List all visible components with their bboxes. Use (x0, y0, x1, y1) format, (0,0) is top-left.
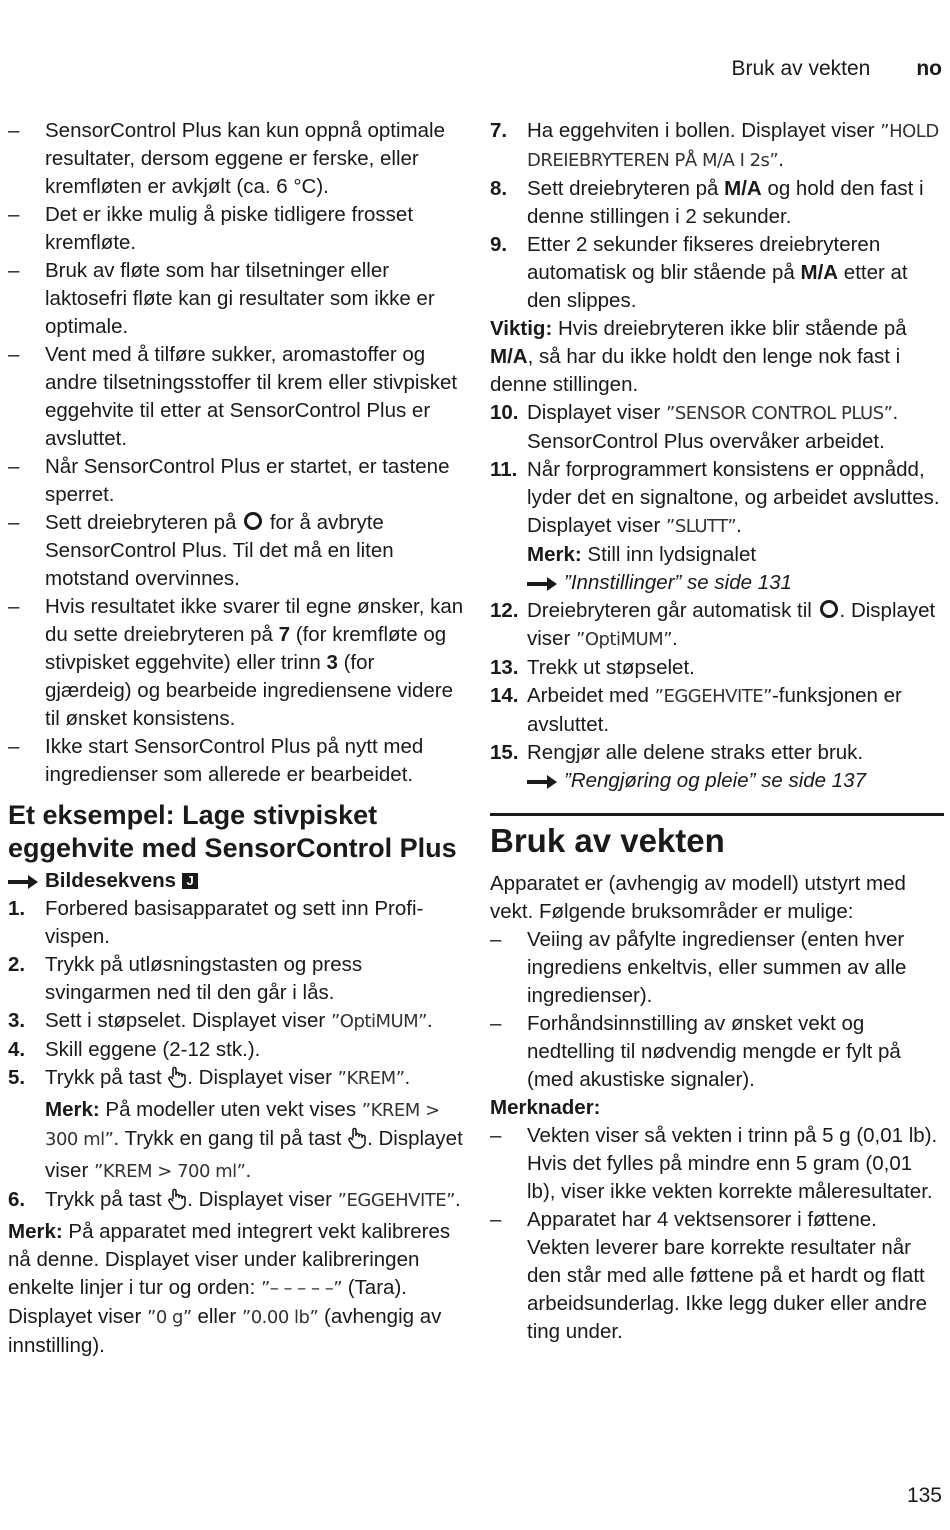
list-item-text: Veiing av påfylte ingredienser (enten hver ingrediens enkeltvis, eller summen av alle ingredienser). (527, 928, 907, 1007)
sequence-label: Bildesekvens (45, 869, 177, 892)
list-item-text: Når SensorControl Plus er startet, er tastene sperret. (45, 455, 450, 506)
display-text: ”KREM > 700 ml” (94, 1161, 246, 1182)
step-item (490, 456, 944, 541)
list-item-text: Forhåndsinnstilling av ønsket vekt og nedtelling til nødvendig mengde er fylt på (med akustiske signaler). (527, 1012, 901, 1091)
display-text: ”EGGEHVITE” (654, 686, 772, 707)
step-item (490, 231, 944, 315)
notes-title: Merknader: (490, 1096, 601, 1119)
step-number: 5. (8, 1066, 26, 1089)
step-number: 2. (8, 953, 26, 976)
text-run: . (427, 1009, 433, 1032)
dash-mark: – (8, 119, 20, 142)
text-run: Trykk på tast (45, 1066, 162, 1089)
step-number: 4. (8, 1038, 26, 1061)
text-run: Displayet viser (527, 401, 661, 424)
dash-mark: – (8, 203, 20, 226)
calibration-note (8, 1218, 464, 1360)
list-item-text: Det er ikke mulig å piske tidligere frosset kremfløte. (45, 203, 414, 254)
dash-mark: – (490, 928, 502, 951)
step-item (490, 117, 944, 175)
text-run: Sett dreiebryteren på (527, 177, 719, 200)
sequence-tag: J (182, 873, 198, 889)
sensor-key-icon (167, 1188, 187, 1218)
step-number: 1. (8, 897, 26, 920)
step-item (8, 1064, 464, 1096)
note-label: Merk: (527, 543, 582, 566)
step-number: 9. (490, 233, 508, 256)
dash-mark: – (8, 343, 20, 366)
step-item (8, 1007, 464, 1036)
text-run: . (245, 1159, 252, 1182)
step-text (45, 1064, 464, 1096)
list-item-text (45, 509, 464, 593)
list-item (490, 1206, 944, 1346)
text-run: og hold den fast i denne stillingen i 2 sekunder. (527, 177, 924, 228)
text-run: . (404, 1066, 411, 1089)
list-item-text: SensorControl Plus kan kun oppnå optimale resultater, dersom eggene er ferske, eller kremfløten er avkjølt (ca. 6 °C). (45, 119, 445, 198)
step-number: 8. (490, 177, 508, 200)
header-title: Bruk av vekten (731, 57, 871, 80)
list-item (8, 201, 464, 257)
step-item (8, 1036, 464, 1064)
text-run: Still inn lydsignalet (587, 543, 757, 566)
list-item-text: Bruk av fløte som har tilsetninger eller laktosefri fløte kan gi resultater som ikke er optimale. (45, 259, 435, 338)
text-run: -funksjonen er avsluttet. (527, 684, 902, 736)
text-run: (avhengig av innstilling). (8, 1305, 442, 1357)
text-run: (for kremfløte og stivpisket eggehvite) eller trinn (45, 623, 447, 674)
step-number: 10. (490, 401, 519, 424)
text-run: (for gjærdeig) og bearbeide ingrediensene videre til ønsket konsistens. (45, 651, 453, 730)
display-text: ”HOLD DREIEBRYTEREN PÅ M/A I 2s” (527, 121, 939, 171)
step-item (8, 951, 464, 1007)
step-number: 11. (490, 458, 518, 481)
image-sequence-ref (8, 867, 464, 895)
switch-position: M/A (490, 345, 528, 368)
list-item-text: Vekten viser så vekten i trinn på 5 g (0,01 lb). Hvis det fylles på mindre enn 5 gram (0,01 lb), viser ikke vekten korrekte måleresultater. (527, 1124, 938, 1203)
step-item (490, 399, 944, 456)
text-run: Etter 2 sekunder fikseres dreiebryteren automatisk og blir stående på (527, 233, 881, 284)
step-number: 13. (490, 656, 519, 679)
step-text: Trekk ut støpselet. (527, 656, 695, 679)
display-text: ”– – – – –” (260, 1278, 343, 1299)
display-text: ”0.00 lb” (241, 1307, 319, 1328)
display-text: ”SENSOR CONTROL PLUS” (666, 403, 893, 424)
note-label: Viktig: (490, 317, 553, 340)
display-text: ”KREM > 300 ml” (45, 1100, 440, 1150)
step-text: Forbered basisapparatet og sett inn Profi-vispen. (45, 897, 424, 948)
important-note (490, 315, 944, 399)
note-label: Merk: (45, 1098, 100, 1121)
page-number: 135 (906, 1484, 942, 1507)
step-text (527, 597, 944, 654)
text-run: Dreiebryteren går automatisk til (527, 599, 812, 622)
text-run: . Trykk en gang til på tast (113, 1127, 342, 1150)
text-run: . Displayet viser (45, 1127, 463, 1182)
display-text: ”OptiMUM” (330, 1011, 428, 1032)
step-note (527, 541, 944, 569)
language-code: no (916, 57, 942, 80)
cross-reference[interactable] (527, 767, 944, 795)
step-number: 12. (490, 599, 519, 622)
list-item-text: Apparatet har 4 vektsensorer i føttene. Vekten leverer bare korrekte resultater når den står med alle føttene på et hardt og flatt arbeidsunderlag. Ikke legg duker eller andre ting under. (527, 1208, 928, 1343)
text-run: Arbeidet med (527, 684, 649, 707)
step-item (490, 175, 944, 231)
list-item-text (45, 593, 464, 733)
list-item (8, 257, 464, 341)
step-text (527, 399, 944, 456)
text-run: . Displayet viser (527, 599, 936, 650)
list-item (490, 1010, 944, 1094)
dash-mark: – (490, 1124, 502, 1147)
text-run: Sett i støpselet. Displayet viser (45, 1009, 326, 1032)
list-item (8, 117, 464, 201)
text-run: . (455, 1188, 461, 1211)
right-column (490, 117, 944, 1346)
text-run: eller (197, 1305, 237, 1328)
list-item (490, 926, 944, 1010)
dash-mark: – (490, 1012, 502, 1035)
switch-position: M/A (800, 261, 839, 284)
text-run: . Displayet viser (187, 1188, 332, 1211)
cross-reference[interactable] (527, 569, 944, 597)
arrow-right-icon (8, 867, 45, 895)
list-item (8, 593, 464, 733)
text-run: Sett dreiebryteren på (45, 511, 237, 534)
step-number: 3. (8, 1009, 26, 1032)
dash-mark: – (8, 735, 20, 758)
text-run: . (778, 148, 784, 171)
text-run: Ha eggehviten i bollen. Displayet viser (527, 119, 875, 142)
step-number: 6. (8, 1188, 26, 1211)
step-text (527, 117, 944, 175)
step-item (8, 1186, 464, 1218)
step-item (490, 739, 944, 767)
list-item (8, 733, 464, 789)
step-text (527, 231, 944, 315)
note-label: Merk: (8, 1220, 63, 1243)
dash-mark: – (8, 511, 20, 534)
speed-setting: 7 (278, 623, 291, 646)
text-run: . SensorControl Plus overvåker arbeidet. (527, 401, 899, 453)
section-divider (490, 813, 944, 862)
text-run: Hvis resultatet ikke svarer til egne ønsker, kan du sette dreiebryteren på (45, 595, 464, 646)
list-item (8, 509, 464, 593)
example-heading: Et eksempel: Lage stivpisket eggehvite med SensorControl Plus (8, 800, 457, 863)
step-item (490, 597, 944, 654)
page-header (731, 55, 942, 83)
step-text (527, 682, 944, 739)
step-text (527, 175, 944, 231)
text-run: Hvis dreiebryteren ikke blir stående på (557, 317, 907, 340)
text-run: , så har du ikke holdt den lenge nok fast i denne stillingen. (490, 345, 901, 396)
text-run: Når forprogrammert konsistens er oppnådd, lyder det en signaltone, og arbeidet avsluttes. Displayet viser (527, 458, 940, 537)
step-text: Rengjør alle delene straks etter bruk. (527, 741, 864, 764)
display-text: ”0 g” (147, 1307, 192, 1328)
dash-mark: – (8, 455, 20, 478)
text-run: Trykk på tast (45, 1188, 162, 1211)
section-title: Bruk av vekten (490, 822, 725, 859)
dash-mark: – (8, 259, 20, 282)
text-run: . Displayet viser (187, 1066, 332, 1089)
list-item (8, 341, 464, 453)
sensor-key-icon (347, 1127, 367, 1157)
arrow-right-icon (527, 767, 564, 795)
step-number: 15. (490, 741, 519, 764)
text-run: På modeller uten vekt vises (105, 1098, 357, 1121)
list-item (490, 1122, 944, 1206)
step-text (527, 456, 944, 541)
step-text: Skill eggene (2-12 stk.). (45, 1038, 261, 1061)
text-run: (Tara). Displayet viser (8, 1276, 407, 1328)
display-text: ”SLUTT” (666, 516, 737, 537)
step-text: Trykk på utløsningstasten og press svingarmen ned til den går i lås. (45, 953, 363, 1004)
step-text (45, 1186, 464, 1218)
display-text: ”EGGEHVITE” (337, 1190, 455, 1211)
text-run: . (672, 627, 678, 650)
step-item (490, 654, 944, 682)
off-position-icon (820, 600, 838, 618)
step-item (8, 895, 464, 951)
step-item (490, 682, 944, 739)
arrow-right-icon (527, 569, 564, 597)
step-note (45, 1096, 464, 1186)
display-text: ”OptiMUM” (576, 629, 673, 650)
reference-link[interactable]: ”Innstillinger” se side 131 (564, 571, 792, 594)
dash-mark: – (490, 1208, 502, 1231)
speed-setting: 3 (326, 651, 338, 674)
step-number: 14. (490, 684, 519, 707)
text-run: På apparatet med integrert vekt kalibreres nå denne. Displayet viser under kalibreringen enkelte linjer i tur og orden: (8, 1220, 451, 1299)
text-run: for å avbryte SensorControl Plus. Til det må en liten motstand overvinnes. (45, 511, 394, 590)
step-number: 7. (490, 119, 508, 142)
sensor-key-icon (167, 1066, 187, 1096)
text-run: . (736, 514, 742, 537)
section-intro: Apparatet er (avhengig av modell) utstyrt med vekt. Følgende bruksområder er mulige: (490, 872, 906, 923)
list-item (8, 453, 464, 509)
dash-mark: – (8, 595, 20, 618)
off-position-icon (244, 512, 262, 530)
switch-position: M/A (724, 177, 762, 200)
list-item-text: Vent med å tilføre sukker, aromastoffer og andre tilsetningsstoffer til krem eller stivpisket eggehvite til etter at SensorControl Plus er avsluttet. (45, 343, 458, 450)
left-column (8, 117, 464, 1360)
list-item-text: Ikke start SensorControl Plus på nytt med ingredienser som allerede er bearbeidet. (45, 735, 424, 786)
step-text (45, 1007, 464, 1036)
display-text: ”KREM” (337, 1068, 405, 1089)
text-run: etter at den slippes. (527, 261, 908, 312)
reference-link[interactable]: ”Rengjøring og pleie” se side 137 (564, 769, 866, 792)
